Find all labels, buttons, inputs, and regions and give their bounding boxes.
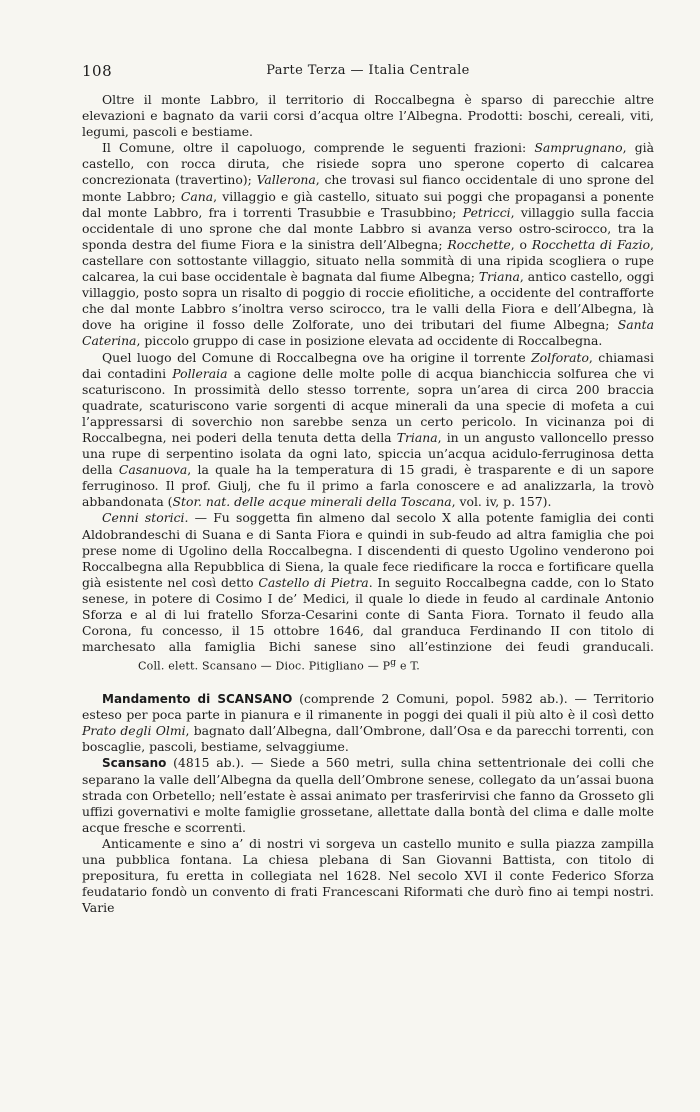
text-run: — Fu soggetta fin almeno dal secolo X alla potente famiglia dei conti Aldobrandeschi di Suana e di Santa Fiora e quindi in sub-feudo ad altra famiglia che poi prese nome di Ugolino della Roccalbegna. I discendenti di questo Ugolino venderono poi Roccalbegna alla Repubblica di Siena, la quale fece riedificare la rocca e fortificare quella già esistente nel così detto xyxy=(82,510,655,590)
paragraph-1: Oltre il monte Labbro, il territorio di Roccalbegna è sparso di parecchie altre elevazioni e bagnato da varii corsi d’acqua oltre l’Albegna. Prodotti: boschi, cereali, viti, legumi, pascoli e bestiame. xyxy=(82,92,654,140)
text-run: , o xyxy=(510,236,532,252)
text-run: , in un angusto valloncello presso una rupe di serpentino isolata da ogni lato, spiccia un’acqua acidulo-ferruginosa detta della xyxy=(82,429,655,478)
text-run: a cagione delle molte polle di acqua bianchiccia solfurea che vi scaturiscono. In prossimità dello stesso torrente, sopra un’area di circa 200 braccia quadrate, scaturiscono varie sorgenti di acque minerali da una specie di mofeta a cui l’appressarsi di soverchio non sarebbe senza un certo pericolo. In vicinanza poi di Roccalbegna, nei poderi della tenuta detta della xyxy=(82,365,654,445)
caption-superscript: g xyxy=(390,657,397,669)
place-name: Santa Caterina xyxy=(82,317,654,349)
section-gap xyxy=(82,675,654,691)
page-header xyxy=(82,62,654,82)
place-name: Rocchetta di Fazio xyxy=(531,236,651,252)
place-name: Cana xyxy=(180,188,214,204)
text-run: , chiamasi dai contadini xyxy=(82,349,654,381)
place-name: Triana xyxy=(396,429,438,445)
place-name: Rocchette xyxy=(447,236,511,252)
text-run: , castellare con sottostante villaggio, situato nella sommità di una ripida scogliera o rupe calcarea, la cui base occidentale è bagnata dal fiume Albegna; xyxy=(82,236,654,285)
text-run: , piccolo gruppo di case in posizione elevata ad occidente di Roccalbegna. xyxy=(136,333,603,349)
paragraph-3 xyxy=(82,350,654,511)
place-name: Samprugnano xyxy=(534,140,623,156)
text-run: , villaggio e già castello, situato sui poggi che propagansi a ponente dal monte Labbro, fra i torrenti Trasubbie e Trasubbino; xyxy=(82,188,654,220)
text-run: , antico castello, oggi villaggio, posto sopra un risalto di poggio di roccie efiolitiche, a occidente del contrafforte che dal monte Labbro s’inoltra verso scirocco, tra le valli della Fiora e dell’Albegna, là dove ha origine il fosso delle Zolforate, uno dei tributari del fiume Albegna; xyxy=(82,269,654,333)
caption-text: e T. xyxy=(396,659,420,673)
mandamento-heading: Mandamento di SCANSANO xyxy=(102,692,293,707)
section-heading: Cenni storici. xyxy=(102,510,189,526)
place-name: Zolforato xyxy=(531,349,589,365)
place-name: Polleraia xyxy=(172,365,228,381)
text-run: . In seguito Roccalbegna cadde, con lo Stato senese, in potere di Cosimo I de’ Medici, il quale lo diede in feudo al cardinale Antonio Sforza e al di lui fratello Sforza-Cesarini conte di Santa Fiora. Tornato il feudo alla Corona, fu concesso, il 15 ottobre 1646, dal granduca Ferdinando II con titolo di marchesato alla famiglia Bichi sanese sino all’estinzione dei feudi granducali. xyxy=(82,574,654,655)
place-name: Casanuova xyxy=(118,462,188,478)
paragraph-5 xyxy=(82,691,654,755)
place-name: Petricci xyxy=(462,204,511,220)
caption-text: Coll. elett. Scansano — Dioc. Pitigliano — P xyxy=(138,659,391,673)
place-name: Vallerona xyxy=(256,172,316,188)
paragraph-2 xyxy=(82,140,654,349)
text-run: , già castello, con rocca diruta, che risiede sopra uno sperone coperto di calcarea concrezionata (travertino); xyxy=(82,140,654,188)
text-run: (4815 ab.). — Siede a 560 metri, sulla china settentrionale dei colli che separano la valle dell’Albegna da quella dell’Ombrone senese, collegato da un’assai buona strada con Orbetello; nell’estate è assai animato per trasferirvisi che fanno da Grosseto gli uffizi governativi e molte famiglie grossetane, allettate dalla bontà del clima e dalle molte acque fresche e scorrenti. xyxy=(82,755,654,835)
page-number: 108 xyxy=(82,62,113,80)
paragraph-6 xyxy=(82,755,654,835)
running-head: Parte Terza — Italia Centrale xyxy=(266,63,470,78)
paragraph-4 xyxy=(82,510,654,675)
paragraph-7: Anticamente e sino a’ di nostri vi sorgeva un castello munito e sulla piazza zampilla una pubblica fontana. La chiesa plebana di San Giovanni Battista, con titolo di prepositura, fu eretta in collegiata nel 1628. Nel secolo XVI il conte Federico Sforza feudatario fondò un convento di frati Francescani Riformati che durò fino ai tempi nostri. Varie xyxy=(82,835,654,916)
place-name: Prato degli Olmi xyxy=(82,723,186,739)
electoral-caption xyxy=(118,655,420,675)
town-heading: Scansano xyxy=(102,756,167,771)
page-body xyxy=(82,92,654,916)
citation-title: Stor. nat. delle acque minerali della Toscana xyxy=(172,494,452,510)
text-run: (comprende 2 Comuni, popol. 5982 ab.). — Territorio esteso per poca parte in pianura e il rimanente in poggi dei quali il più alto è il così detto xyxy=(82,691,654,723)
place-name: Castello di Pietra xyxy=(258,574,369,590)
place-name: Triana xyxy=(478,269,520,285)
text-run: , villaggio sulla faccia occidentale di uno sprone che dal monte Labbro si avanza verso ostro-scirocco, tra la sponda destra del fiume Fiora e la sinistra dell’Albegna; xyxy=(82,204,654,252)
text-run: Quel luogo del Comune di Roccalbegna ove ha origine il torrente xyxy=(102,349,532,365)
text-run: Il Comune, oltre il capoluogo, comprende le seguenti frazioni: xyxy=(102,140,535,156)
text-run: , bagnato dall’Albegna, dall’Ombrone, dall’Osa e da parecchi torrenti, con boscaglie, pascoli, bestiame, selvaggiume. xyxy=(82,723,654,755)
text-run: , che trovasi sul fianco occidentale di uno sprone del monte Labbro; xyxy=(82,172,654,204)
text-run: , la quale ha la temperatura di 15 gradi, è trasparente e di un sapore ferruginoso. Il prof. Giulj, che fu il primo a farla conoscere e ad analizzarla, la trovò abbandonata ( xyxy=(82,462,654,510)
text-run: , vol. iv, p. 157). xyxy=(451,494,552,510)
